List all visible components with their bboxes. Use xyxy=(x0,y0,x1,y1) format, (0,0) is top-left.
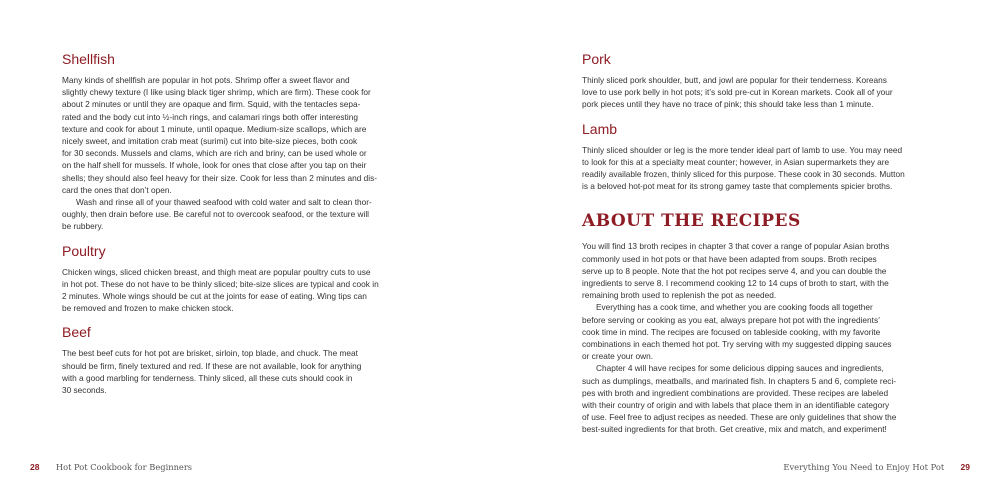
text-line: pork pieces until they have no trace of pink; this should take less than 1 minute. xyxy=(582,99,874,110)
text-line: rated and the body cut into ½-inch rings, and calamari rings both offer interesting xyxy=(62,111,358,122)
beef-heading: Beef xyxy=(62,324,91,341)
text-line: card the ones that don’t open. xyxy=(62,184,172,195)
left-column xyxy=(62,50,419,396)
text-line: with a good marbling for tenderness. Thinly sliced, all these cuts should cook in xyxy=(62,372,353,383)
text-line: Chapter 4 will have recipes for some delicious dipping sauces and ingredients, xyxy=(596,363,884,374)
about-paragraph-2 xyxy=(582,301,937,362)
text-line: Many kinds of shellfish are popular in hot pots. Shrimp offer a sweet flavor and xyxy=(62,75,350,85)
lamb-paragraph xyxy=(582,144,937,193)
text-line: pes with broth and ingredient combinations are provided. These recipes are labeled xyxy=(582,387,889,398)
text-line: to look for this at a specialty meat counter; however, in Asian supermarkets they are xyxy=(582,156,890,167)
shellfish-heading: Shellfish xyxy=(62,51,115,67)
running-title: Hot Pot Cookbook for Beginners xyxy=(55,462,193,472)
text-line: ingredients to serve 8. I recommend cooking 12 to 14 cups of broth to start, with the xyxy=(582,278,889,289)
text-line: You will find 13 broth recipes in chapter 3 that cover a range of popular Asian broths xyxy=(582,241,890,252)
page-number: 29 xyxy=(960,462,970,472)
text-line: cook time in mind. The recipes are focused on tableside cooking, with my favorite xyxy=(582,326,881,337)
text-line: remaining broth used to replenish the pot as needed. xyxy=(582,290,777,301)
text-line: Thinly sliced pork shoulder, butt, and jowl are popular for their tenderness. Koreans xyxy=(582,75,887,85)
text-line: Everything has a cook time, and whether you are cooking foods all together xyxy=(596,302,873,313)
about-recipes-heading: ABOUT THE RECIPES xyxy=(582,211,801,232)
text-line: in hot pot. These do not have to be thinly sliced; bite-size slices are typical and cook in xyxy=(62,278,379,289)
text-line: nicely sweet, and imitation crab meat (surimi) cut into bite-size pieces, both cook xyxy=(62,136,358,147)
text-line: shells; they should also feel heavy for their size. Cook for less than 2 minutes and dis- xyxy=(62,172,377,183)
text-line: commonly used in hot pots or that have been adapted from soups. Broth recipes xyxy=(582,253,877,264)
text-line: such as dumplings, meatballs, and marinated fish. In chapters 5 and 6, complete reci- xyxy=(582,375,897,386)
text-line: combinations in each themed hot pot. Try serving with my suggested dipping sauces xyxy=(582,339,892,350)
shellfish-paragraph xyxy=(62,74,419,233)
about-paragraph-3 xyxy=(582,362,937,435)
lamb-heading: Lamb xyxy=(582,120,618,137)
text-line: about 2 minutes or until they are opaque and firm. Squid, with the tentacles sepa- xyxy=(62,99,361,110)
text-line: before serving or cooking as you eat, always prepare hot pot with the ingredients’ xyxy=(582,314,880,325)
running-title: Everything You Need to Enjoy Hot Pot xyxy=(783,462,945,472)
text-line: The best beef cuts for hot pot are brisket, sirloin, top blade, and chuck. The meat xyxy=(62,348,358,359)
text-line: best-suited ingredients for that broth. Get creative, mix and match, and experiment! xyxy=(582,424,887,435)
poultry-paragraph xyxy=(62,266,419,315)
pork-paragraph xyxy=(582,74,937,111)
right-footer xyxy=(783,461,970,473)
text-line: on the half shell for mussels. If whole, look for ones that close after you tap on their xyxy=(62,160,367,171)
left-footer xyxy=(30,461,192,473)
text-line: serve up to 8 people. Note that the hot pot recipes serve 4, and you can double the xyxy=(582,265,887,276)
text-line: of use. Feel free to adjust recipes as needed. These are only guidelines that show the xyxy=(582,412,897,423)
text-line: for 30 seconds. Mussels and clams, which are rich and briny, can be used whole or xyxy=(62,148,367,159)
text-line: is a beloved hot-pot meat for its strong gamey taste that complements spicier broths. xyxy=(582,181,893,192)
text-line: 2 minutes. Whole wings should be cut at the joints for ease of eating. Wing tips can xyxy=(62,291,367,302)
page-number: 28 xyxy=(30,462,40,472)
text-line: 30 seconds. xyxy=(62,385,107,396)
text-line: slightly chewy texture (I like using black tiger shrimp, which are firm). These cook for xyxy=(62,87,371,98)
text-line: with their country of origin and with labels that place them in an identifiable category xyxy=(582,400,890,411)
text-line: Thinly sliced shoulder or leg is the more tender ideal part of lamb to use. You may need xyxy=(582,144,903,155)
text-line: texture and cook for about 1 minute, until opaque. Medium-size scallops, which are xyxy=(62,123,367,134)
text-line: readily available frozen, thinly sliced for this purpose. These cook in 30 seconds. Mutton xyxy=(582,169,905,180)
text-line: love to use pork belly in hot pots; it’s sold pre-cut in Korean markets. Cook all of your xyxy=(582,87,893,98)
about-paragraph-1 xyxy=(582,240,937,301)
poultry-heading: Poultry xyxy=(62,242,106,259)
beef-paragraph xyxy=(62,347,419,396)
pork-heading: Pork xyxy=(582,51,611,67)
text-line: Wash and rinse all of your thawed seafood with cold water and salt to clean thor- xyxy=(76,197,372,208)
text-line: oughly, then drain before use. Be careful not to overcook seafood, or the texture will xyxy=(62,209,370,220)
text-line: or create your own. xyxy=(582,351,654,362)
text-line: be rubbery. xyxy=(62,221,104,232)
text-line: be removed and frozen to make chicken stock. xyxy=(62,303,234,314)
right-column xyxy=(582,50,937,436)
text-line: should be firm, finely textured and red. If these are not available, look for anything xyxy=(62,360,362,371)
text-line: Chicken wings, sliced chicken breast, and thigh meat are popular poultry cuts to use xyxy=(62,266,371,277)
